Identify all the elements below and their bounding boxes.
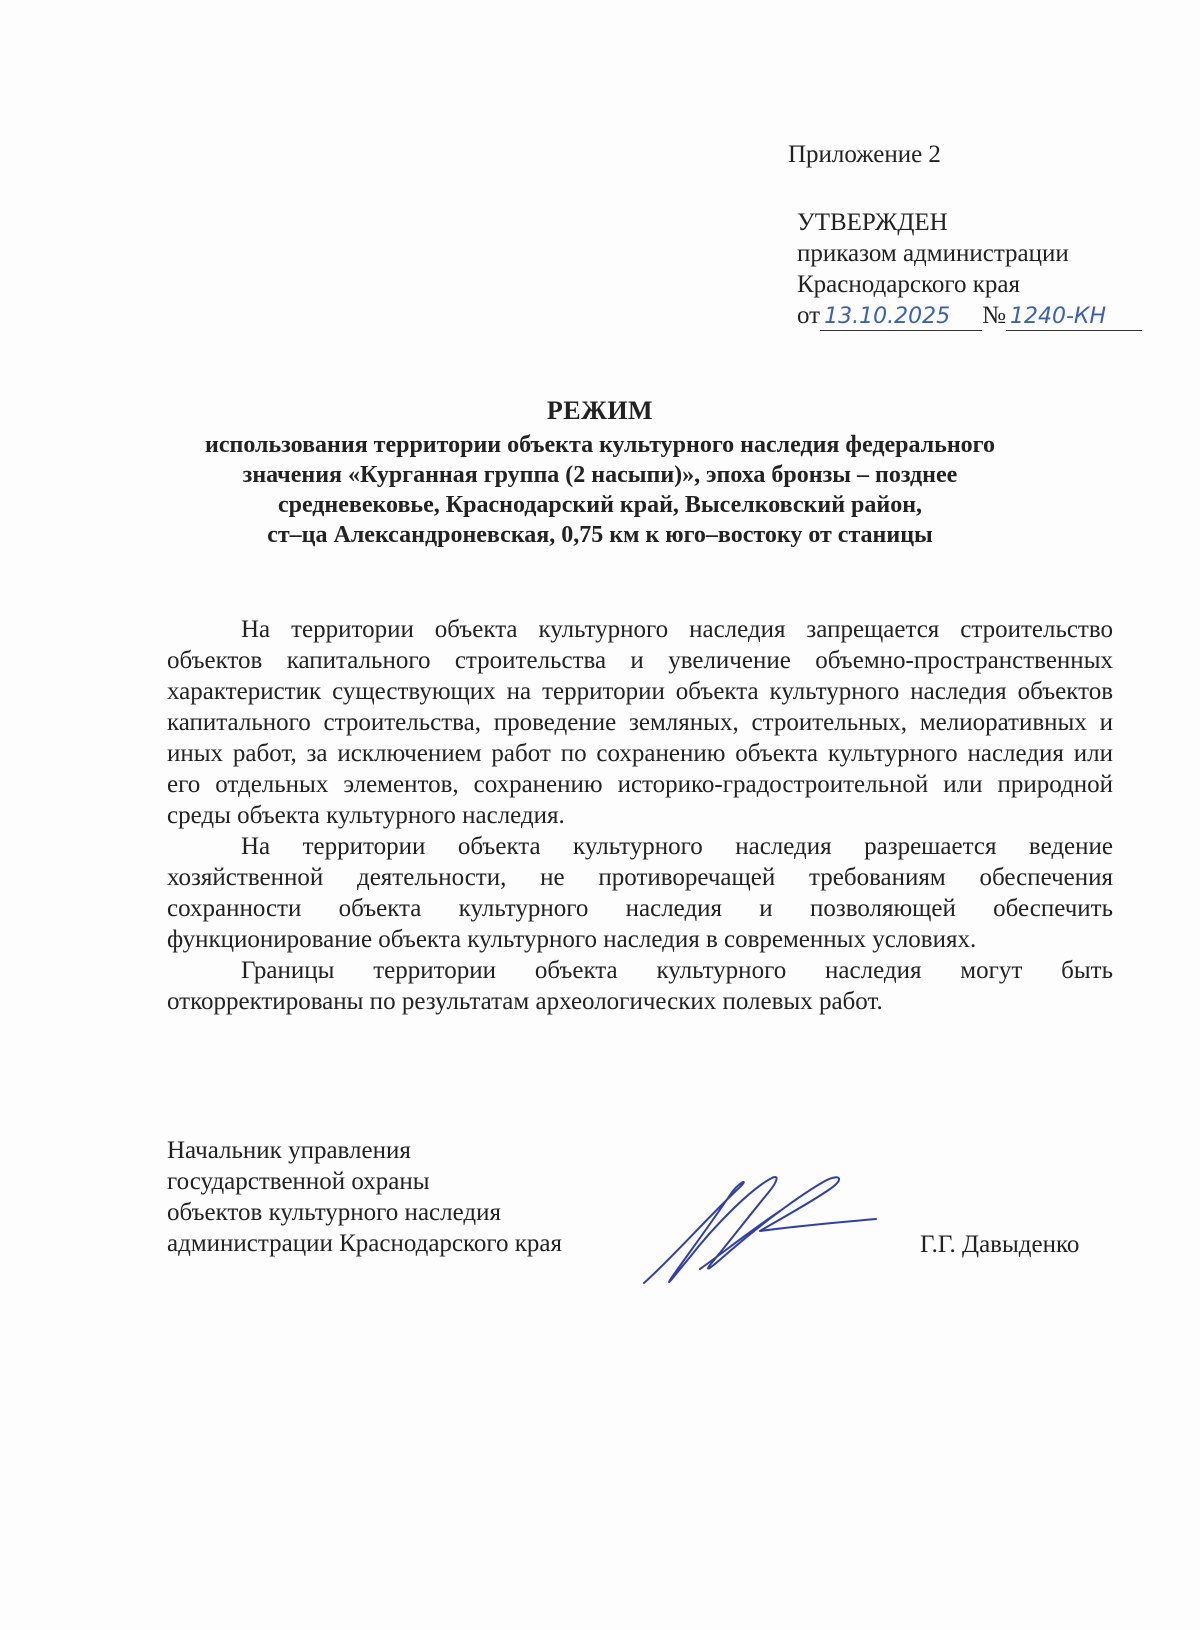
number-prefix: № — [982, 302, 1006, 329]
body-paragraph: На территории объекта культурного наследия запрещается строительство объектов капитального строительства и увеличение объемно-пространственных характеристик существующих на территории объекта культурного наследия объектов капитального строительства, проведение земляных, строительных, мелиоративных и иных работ, за исключением работ по сохранению объекта культурного наследия или его отдельных элементов, сохранению историко-градостроительной или природной среды объекта культурного наследия. — [167, 616, 1113, 829]
subtitle-line: средневековье, Краснодарский край, Выселковский район, — [277, 492, 923, 518]
body-paragraph: Границы территории объекта культурного наследия могут быть откорректированы по результатам археологических полевых работ. — [167, 957, 1113, 1015]
handwritten-number: 1240-КН — [1006, 304, 1142, 331]
signatory-position — [167, 1135, 562, 1259]
appendix-label: Приложение 2 — [788, 141, 941, 168]
order-line — [797, 300, 1142, 331]
document-body — [167, 614, 1113, 1017]
position-line: администрации Краснодарского края — [167, 1230, 563, 1257]
approval-line-1: приказом администрации — [797, 240, 1069, 267]
handwritten-signature — [640, 1165, 880, 1295]
approval-status: УТВЕРЖДЕН — [797, 209, 948, 236]
body-paragraph: На территории объекта культурного наследия разрешается ведение хозяйственной деятельности, не противоречащей требованиям обеспечения сохранности объекта культурного наследия и позволяющей обеспечить функционирование объекта культурного наследия в современных условиях. — [167, 833, 1113, 953]
approval-stamp — [797, 207, 1142, 331]
subtitle-line: ст–ца Александроневская, 0,75 км к юго–востоку от станицы — [267, 522, 933, 548]
position-line: Начальник управления — [167, 1137, 411, 1164]
document-subtitle — [120, 430, 1080, 550]
document-title: РЕЖИМ — [546, 396, 654, 425]
date-prefix: от — [797, 302, 821, 329]
handwritten-date: 13.10.2025 — [820, 304, 982, 331]
position-line: объектов культурного наследия — [167, 1199, 501, 1226]
approval-line-2: Краснодарского края — [797, 271, 1020, 298]
subtitle-line: использования территории объекта культурного наследия федерального — [205, 432, 995, 458]
subtitle-line: значения «Курганная группа (2 насыпи)», эпоха бронзы – позднее — [242, 462, 958, 488]
signer-name: Г.Г. Давыденко — [920, 1231, 1080, 1258]
position-line: государственной охраны — [167, 1168, 430, 1195]
